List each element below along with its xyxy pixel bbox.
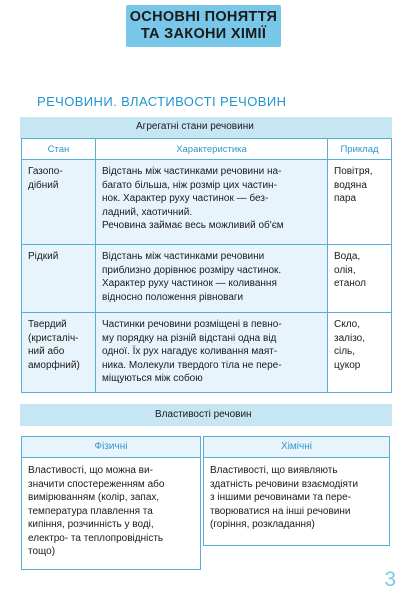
example-line: Скло,: [334, 319, 360, 330]
text-line: здатність речовини взаємодіяти: [210, 478, 359, 490]
example-line: Повітря,: [334, 166, 373, 177]
table-row: [22, 160, 392, 245]
column-header-state: Стан: [22, 139, 96, 160]
text-line: Властивості, що можна ви-: [28, 465, 153, 476]
example-line: водяна: [334, 179, 367, 191]
text-line: Властивості, що виявляють: [210, 465, 338, 476]
description-line: Відстань між частинками речовини: [102, 251, 265, 262]
example-cell: [328, 313, 392, 393]
state-line: аморфний): [28, 359, 80, 371]
state-line: Рідкий: [28, 251, 59, 262]
page-number: 3: [384, 568, 396, 591]
description-line: відносно положення рівноваги: [102, 291, 244, 303]
chemical-properties-title: Хімічні: [204, 437, 389, 458]
text-line: кипіння, розчинність у воді,: [28, 519, 154, 530]
text-line: електро- та теплопровідність: [28, 532, 164, 544]
section-title: РЕЧОВИНИ. ВЛАСТИВОСТІ РЕЧОВИН: [37, 94, 287, 109]
text-line: тощо): [28, 546, 56, 557]
table-row: [22, 245, 392, 313]
description-line: ладний, хаотичний.: [102, 206, 193, 218]
state-cell: [22, 313, 96, 393]
text-line: температура плавлення та: [28, 505, 153, 517]
example-line: олія,: [334, 264, 356, 276]
description-line: приблизно дорівнює розміру частинок.: [102, 264, 282, 276]
state-line: ний або: [28, 346, 65, 357]
state-cell: [22, 245, 96, 313]
state-line: дібний: [28, 179, 59, 191]
description-line: одної. Їх рух нагадує коливання маят-: [102, 346, 278, 357]
column-header-description: Характеристика: [96, 139, 328, 160]
text-line: творюватися на інші речовини: [210, 505, 351, 517]
description-line: Речовина займає весь можливий об'єм: [102, 220, 284, 231]
chapter-title-line2: ТА ЗАКОНИ ХІМІЇ: [140, 26, 267, 42]
column-header-example: Приклад: [328, 139, 392, 160]
description-line: Частинки речовини розміщені в певно-: [102, 319, 282, 330]
text-line: вимірюванням (колір, запах,: [28, 492, 160, 503]
aggregate-states-table: [21, 138, 392, 393]
physical-properties-box: [21, 436, 201, 570]
description-line: багато більша, ніж розмір цих частин-: [102, 179, 277, 191]
example-line: сіль,: [334, 346, 356, 357]
example-line: залізо,: [334, 332, 366, 344]
description-line: Відстань між частинками речовини на-: [102, 166, 282, 177]
chemical-properties-box: [203, 436, 390, 546]
chapter-title-line1: ОСНОВНІ ПОНЯТТЯ: [129, 9, 278, 25]
physical-properties-title: Фізичні: [22, 437, 200, 458]
description-line: нок. Характер руху частинок — без-: [102, 193, 269, 204]
properties-caption: Властивості речовин: [155, 409, 252, 420]
description-line: міщуються між собою: [102, 373, 203, 384]
example-cell: [328, 245, 392, 313]
table-row: [22, 313, 392, 393]
chemical-properties-text: [204, 458, 389, 538]
description-cell: [96, 245, 328, 313]
table-header-row: [22, 139, 392, 160]
table-caption-band: [20, 117, 392, 138]
example-line: Вода,: [334, 251, 361, 262]
state-line: Твердий: [28, 319, 67, 330]
description-line: Характер руху частинок — коливання: [102, 278, 277, 289]
example-line: етанол: [334, 278, 366, 289]
example-line: цукор: [334, 359, 361, 371]
description-cell: [96, 313, 328, 393]
table-caption: Агрегатні стани речовини: [136, 121, 254, 132]
text-line: з іншими речовинами та пере-: [210, 492, 351, 503]
chapter-title-box: [126, 5, 281, 47]
description-line: ника. Молекули твердого тіла не пере-: [102, 359, 282, 371]
physical-properties-text: [22, 458, 200, 565]
example-cell: [328, 160, 392, 245]
text-line: (горіння, розкладання): [210, 519, 315, 530]
properties-caption-band: [20, 404, 392, 426]
text-line: значити спостереженням або: [28, 478, 165, 490]
example-line: пара: [334, 193, 357, 204]
state-line: (кристаліч-: [28, 332, 79, 344]
state-cell: [22, 160, 96, 245]
description-line: му порядку на різній відстані одна від: [102, 332, 277, 344]
description-cell: [96, 160, 328, 245]
state-line: Газопо-: [28, 166, 63, 177]
